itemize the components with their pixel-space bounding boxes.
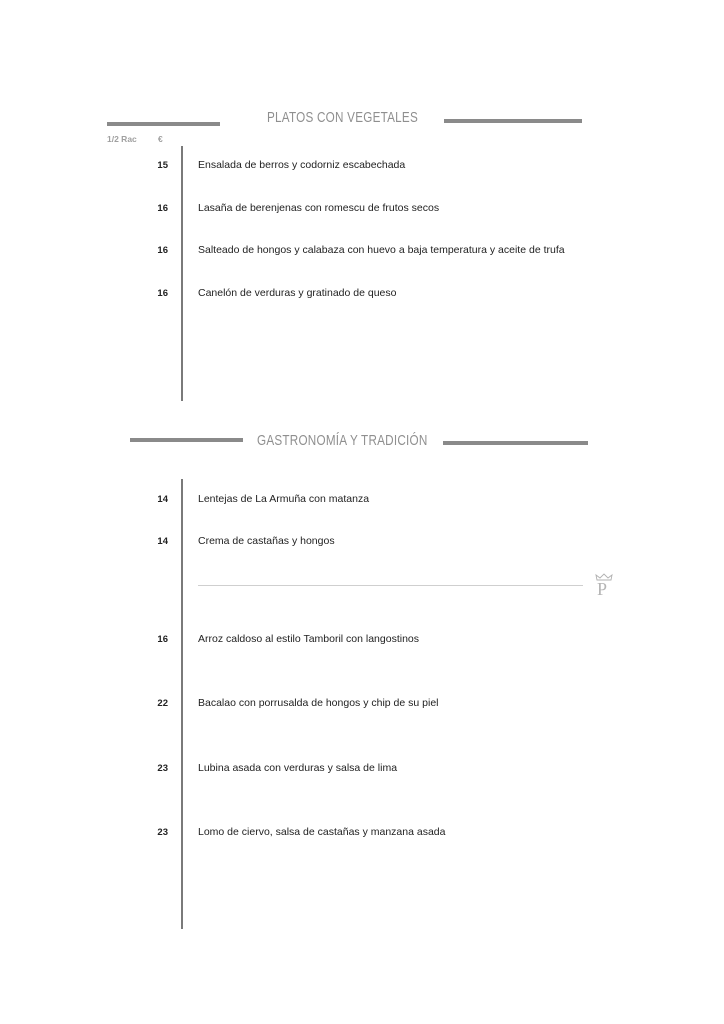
section1-divider [181,146,183,401]
section1-rule-right [444,119,582,123]
section2-item-price: 23 [157,763,168,774]
section2-separator [198,585,583,586]
section1-title: PLATOS CON VEGETALES [267,109,418,126]
portion-column-label: 1/2 Rac [107,134,137,144]
section1-item-price: 16 [157,288,168,299]
section1-item-name: Ensalada de berros y codorniz escabechada [198,159,406,171]
section2-item-name: Bacalao con porrusalda de hongos y chip de su piel [198,697,439,709]
section2-item-price: 23 [157,827,168,838]
section1-rule-left [107,122,220,126]
section2-item-name: Lubina asada con verduras y salsa de lima [198,762,398,774]
section1-item-name: Lasaña de berenjenas con romescu de frutos secos [198,202,440,214]
section2-item-price: 22 [157,698,168,709]
section1-item-price: 16 [157,203,168,214]
section2-item-price: 16 [157,634,168,645]
section2-item-name: Crema de castañas y hongos [198,535,335,547]
section1-item-price: 16 [157,245,168,256]
section2-item-name: Lomo de ciervo, salsa de castañas y manzana asada [198,826,446,838]
section1-item-name: Canelón de verduras y gratinado de queso [198,287,397,299]
section2-divider [181,479,183,929]
section2-rule-right [443,441,588,445]
logo [595,573,613,603]
section2-item-price: 14 [157,536,168,547]
currency-column-label: € [158,134,163,144]
section2-item-name: Arroz caldoso al estilo Tamboril con langostinos [198,633,420,645]
section2-rule-left [130,438,243,442]
section1-item-name: Salteado de hongos y calabaza con huevo a baja temperatura y aceite de trufa [198,244,565,256]
section2-title: GASTRONOMÍA Y TRADICIÓN [257,432,428,449]
section1-item-price: 15 [157,160,168,171]
section2-item-name: Lentejas de La Armuña con matanza [198,493,370,505]
section2-item-price: 14 [157,494,168,505]
logo-letter: P [597,579,608,599]
